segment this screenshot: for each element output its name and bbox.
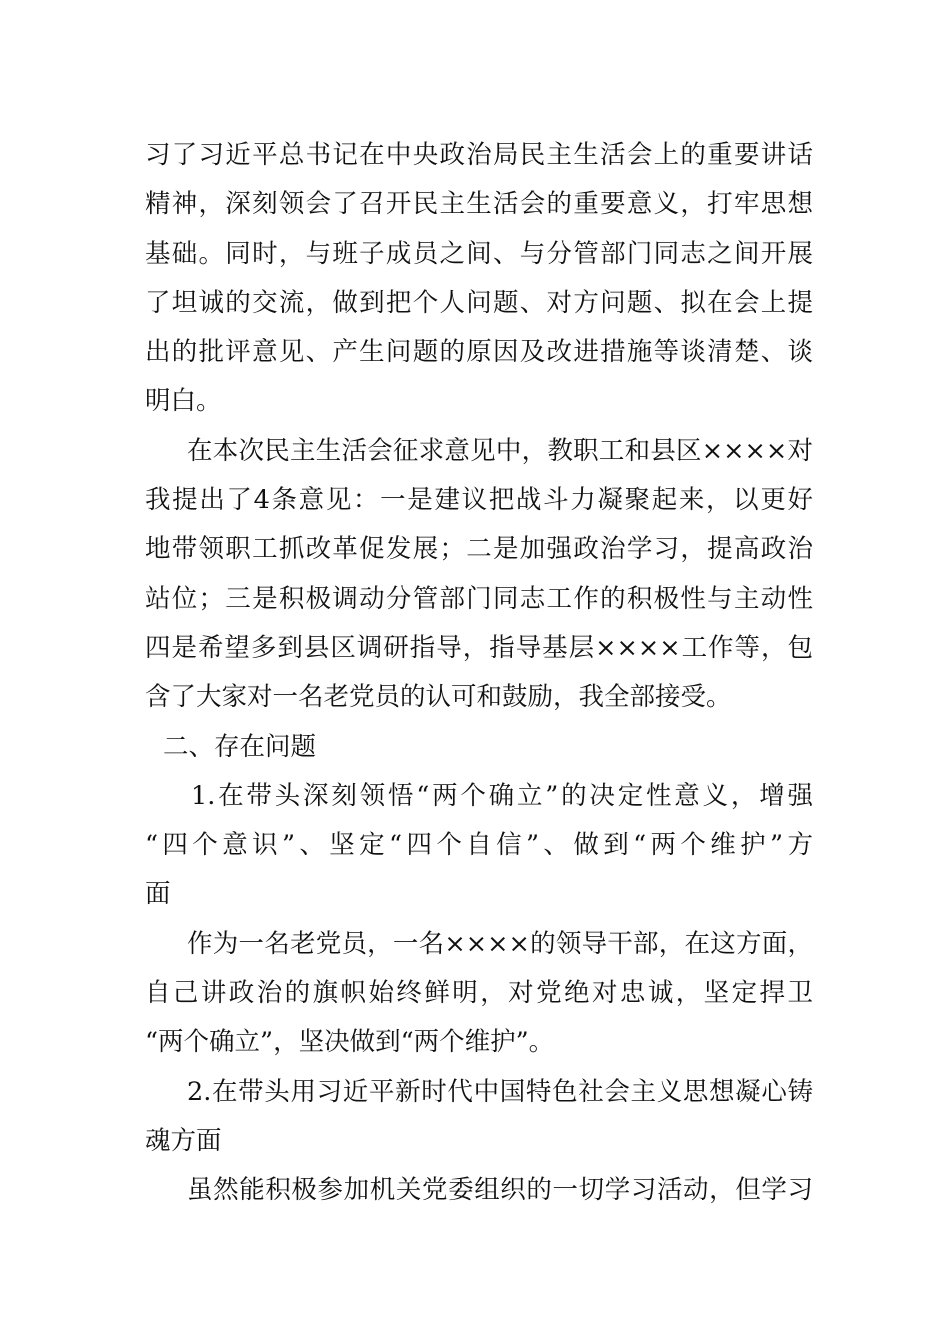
paragraph-line-last: “两个确立”，坚决做到“两个维护”。 [145, 1027, 555, 1058]
paragraph-line: 虽然能积极参加机关党委组织的一切学习活动，但学习 [187, 1175, 813, 1206]
paragraph-line: 四是希望多到县区调研指导，指导基层××××工作等，包 [145, 632, 813, 663]
document-body [145, 131, 813, 1216]
paragraph-line: 基础。同时，与班子成员之间、与分管部门同志之间开展 [145, 238, 813, 269]
subsection-heading: 2.在带头用习近平新时代中国特色社会主义思想凝心铸 [187, 1076, 813, 1107]
paragraph-line: 精神，深刻领会了召开民主生活会的重要意义，打牢思想 [145, 189, 813, 220]
subsection-heading: 1.在带头深刻领悟“两个确立”的决定性意义，增强 [191, 780, 813, 811]
paragraph-line: 习了习近平总书记在中央政治局民主生活会上的重要讲话 [145, 140, 813, 170]
paragraph-line: 地带领职工抓改革促发展；二是加强政治学习，提高政治 [145, 534, 813, 565]
paragraph-line-last: 含了大家对一名老党员的认可和鼓励，我全部接受。 [145, 682, 732, 713]
paragraph-line: 在本次民主生活会征求意见中，教职工和县区××××对 [187, 435, 813, 466]
paragraph-line: 作为一名老党员，一名××××的领导干部，在这方面， [187, 928, 813, 959]
paragraph-line: 了坦诚的交流，做到把个人问题、对方问题、拟在会上提 [145, 287, 813, 318]
subsection-heading-line: “四个意识”、坚定“四个自信”、做到“两个维护”方 [145, 830, 813, 861]
paragraph-line: 出的批评意见、产生问题的原因及改进措施等谈清楚、谈 [145, 337, 813, 368]
paragraph-line-last: 明白。 [145, 386, 222, 417]
paragraph-line: 站位；三是积极调动分管部门同志工作的积极性与主动性 [145, 583, 813, 614]
subsection-heading-line: 魂方面 [145, 1125, 222, 1156]
subsection-heading-line: 面 [145, 879, 171, 910]
paragraph-line: 我提出了4条意见：一是建议把战斗力凝聚起来，以更好 [145, 485, 813, 516]
section-heading: 二、存在问题 [163, 731, 317, 762]
paragraph-line: 自己讲政治的旗帜始终鲜明，对党绝对忠诚，坚定捍卫 [145, 978, 813, 1009]
